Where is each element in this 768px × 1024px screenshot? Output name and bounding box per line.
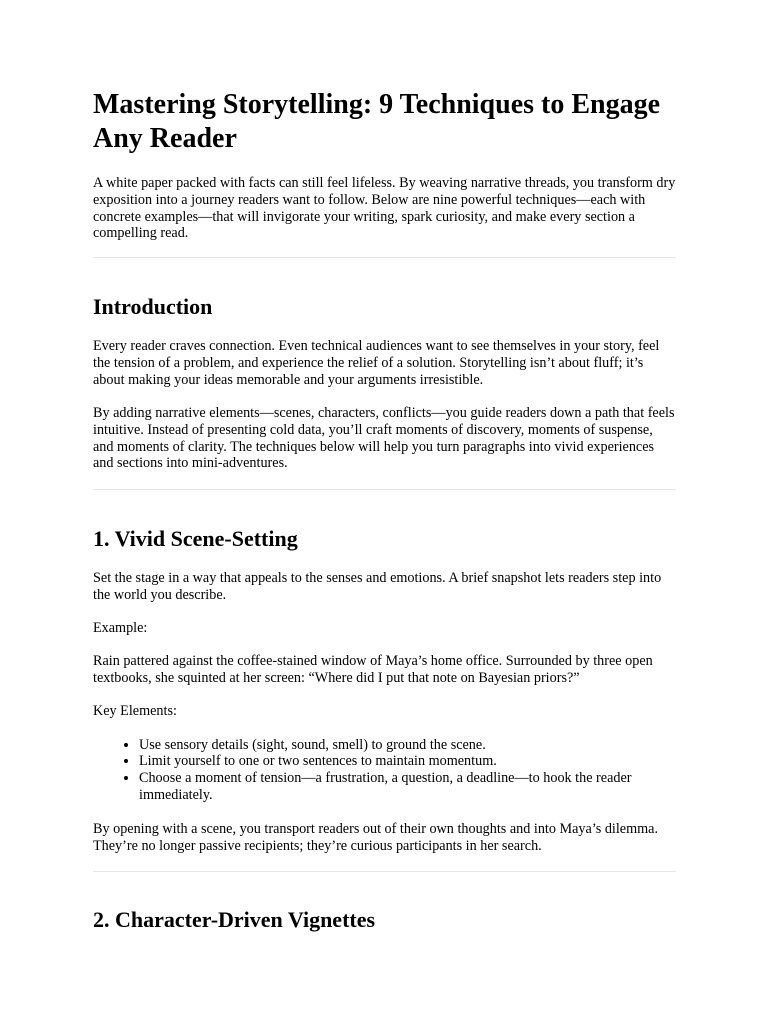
section-1-closing: By opening with a scene, you transport readers out of their own thoughts and into Maya’s dilemma. They’re no longer passive recipients; they’re curious participants in her search.: [93, 820, 659, 854]
introduction-section: [93, 294, 676, 472]
list-item: • Choose a moment of tension—a frustration, a question, a deadline—to hook the reader immediately.: [139, 770, 676, 804]
introduction-heading: Introduction: [93, 294, 213, 320]
section-1-body: Set the stage in a way that appeals to the senses and emotions. A brief snapshot lets readers step into the world you describe.: [93, 569, 662, 603]
page-title: Mastering Storytelling: 9 Techniques to Engage Any Reader: [93, 89, 661, 154]
introduction-paragraph-2: By adding narrative elements—scenes, characters, conflicts—you guide readers down a path that feels intuitive. Instead of presenting cold data, you’ll craft moments of discovery, moments of suspense, and moments of clarity. The techniques below will help you turn paragraphs into vivid experiences and sections into mini-adventures.: [93, 405, 675, 472]
section-divider: [93, 257, 676, 258]
example-label: Example:: [93, 619, 148, 636]
section-divider: [93, 871, 676, 872]
list-item: • Use sensory details (sight, sound, smell) to ground the scene.: [139, 737, 676, 754]
section-divider: [93, 489, 676, 490]
key-elements-list: [93, 737, 676, 804]
vivid-scene-setting-section: [93, 526, 676, 855]
character-driven-vignettes-section: [93, 907, 676, 933]
section-1-heading: 1. Vivid Scene-Setting: [93, 525, 298, 551]
key-elements-label: Key Elements:: [93, 703, 177, 720]
introduction-paragraph-1: Every reader craves connection. Even technical audiences want to see themselves in your story, feel the tension of a problem, and experience the relief of a solution. Storytelling isn’t about fluff; it’s about making your ideas memorable and your arguments irresistible.: [93, 338, 660, 388]
list-item: • Limit yourself to one or two sentences to maintain momentum.: [139, 753, 676, 770]
example-text: Rain pattered against the coffee-stained window of Maya’s home office. Surrounded by three open textbooks, she squinted at her screen: “Where did I put that note on Bayesian priors?”: [93, 653, 653, 686]
lead-paragraph: A white paper packed with facts can still feel lifeless. By weaving narrative threads, you transform dry exposition into a journey readers want to follow. Below are nine powerful techniques—each with concrete examples—that will invigorate your writing, spark curiosity, and make every section a compelling read.: [93, 175, 676, 242]
section-2-heading: 2. Character-Driven Vignettes: [93, 906, 376, 932]
